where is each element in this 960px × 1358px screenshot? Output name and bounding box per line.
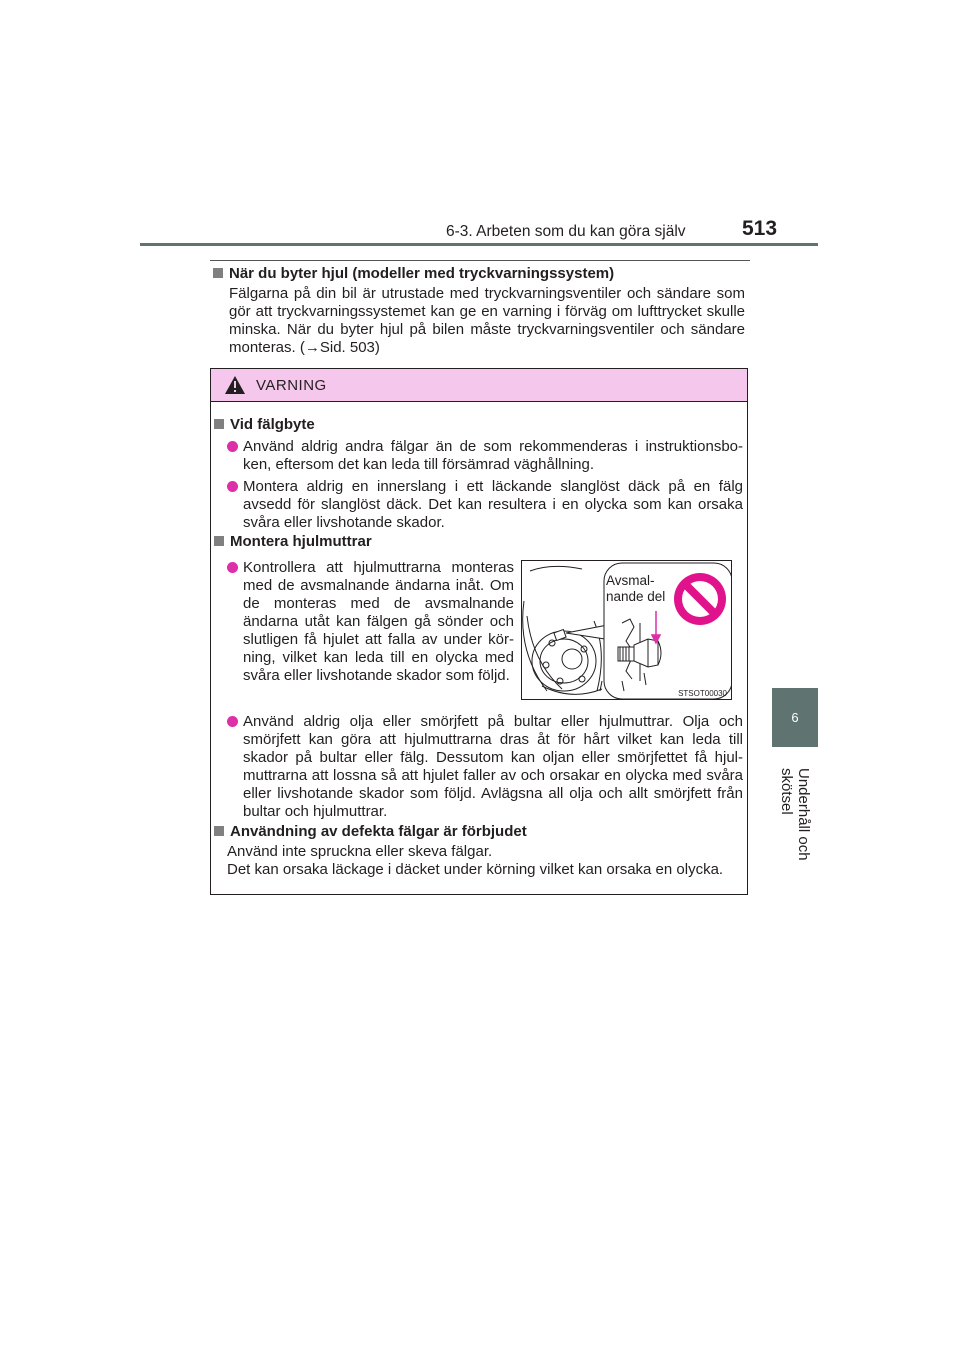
bullet-dot-icon [227,716,238,727]
intro-section [213,265,745,357]
square-bullet-icon [214,419,224,429]
header-rule [140,243,818,246]
text-line: Det kan orsaka läckage i däcket under körning vilket kan orsaka en olycka. [227,861,724,878]
section-heading-text: Användning av defekta fälgar är förbjudet [230,823,527,840]
intro-heading-text: När du byter hjul (modeller med tryckvarningssystem) [229,265,615,282]
callout-label-line: Avsmal- [606,573,655,588]
chapter-tab [772,688,818,747]
lug-nut-illustration [521,560,732,700]
bullet-text: Kontrollera att hjulmuttrarna monteras med de avsmalnande ändarna inåt. Om de monteras med de avsmalnande ändarna utåt kan fälgen gå sönder och slutligen få hjulet att falla av under kör-ning, vilket kan leda till en olycka med svåra eller livshotande skador som följd. [243,559,514,684]
bullet-dot-icon [227,562,238,573]
bullet-dot-icon [227,481,238,492]
list-item [227,713,743,821]
warning-title: VARNING [256,377,327,394]
section-heading [214,823,527,841]
intro-heading [213,265,745,283]
list-item [227,559,514,685]
chapter-number: 6 [791,710,799,725]
square-bullet-icon [214,536,224,546]
figure-code: STSOT00030 [678,689,727,698]
bullet-text: Montera aldrig en innerslang i ett läckande slanglöst däck på en fälg avsedd för slanglöst däck. Det kan resultera i en olycka som kan orsaka svåra eller livshotande skador. [243,478,743,531]
callout-label-line: nande del [606,589,666,604]
section-divider [210,260,750,261]
square-bullet-icon [214,826,224,836]
section-text [227,843,743,879]
list-item [227,478,743,532]
intro-body: Fälgarna på din bil är utrustade med tryckvarningsventiler och sändare som gör att tryckvarningssystemet kan ge en varning i förväg om lufttrycket skulle minska. När du byter hjul på bilen måste tryckvarningsventiler och sändare monteras. (→Sid. 503) [229,285,745,356]
section-heading [214,416,315,434]
square-bullet-icon [213,268,223,278]
bullet-text: Använd aldrig olja eller smörjfett på bultar eller hjulmuttrar. Olja och smörjfett kan göra att hjulmuttrarna dras åt för hårt vilket kan leda till skador på bultar eller fälg. Dessutom kan oljan eller smörjfettet få hjul-muttrarna att lossna så att hjulet faller av och orsakar en olycka med svåra eller livshotande skador som följd. Avlägsna all olja och allt smörjfett från bultar och hjulmuttrar. [243,713,743,820]
page-number: 513 [742,217,778,240]
section-heading-text: Montera hjulmuttrar [230,533,372,550]
bullet-dot-icon [227,441,238,452]
section-title: 6-3. Arbeten som du kan göra själv [446,223,686,240]
chapter-title: Underhåll och skötsel [778,768,812,861]
callout-label [606,573,665,605]
section-heading [214,533,372,551]
warning-header [211,369,747,402]
text-line: Använd inte spruckna eller skeva fälgar. [227,843,493,860]
warning-triangle-icon [225,376,245,394]
section-heading-text: Vid fälgbyte [230,416,315,433]
bullet-text: Använd aldrig andra fälgar än de som rekommenderas i instruktionsbo-ken, eftersom det kan leda till försämrad väghållning. [243,438,743,473]
list-item [227,438,743,474]
